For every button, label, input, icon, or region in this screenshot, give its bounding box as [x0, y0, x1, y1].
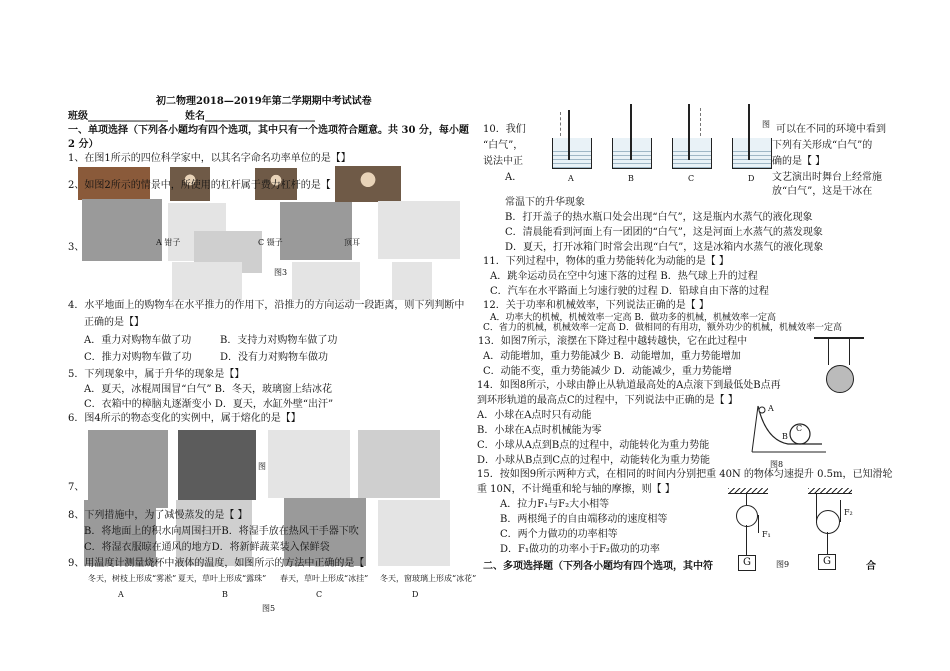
- track-point-c: C: [796, 424, 803, 433]
- fig5-letter-a: A: [118, 590, 124, 599]
- question-14-option-c: C．小球从A点到B点的过程中，动能转化为重力势能: [477, 440, 710, 451]
- question-10-right4: 文艺演出时舞台上经常施: [772, 172, 882, 183]
- question-10-part2: “白气”，: [483, 140, 524, 151]
- cart-scene-c: [392, 262, 432, 300]
- question-10-right1: 可以在不同的环境中看到: [776, 124, 886, 135]
- question-4-option-c: C．推力对购物车做了功: [84, 352, 192, 363]
- cart-scene-a: [172, 262, 242, 300]
- fig2-label-a: A 钳子: [156, 238, 181, 247]
- pulley-weight-a: G: [738, 555, 756, 571]
- question-14-option-d: D．小球从B点到C点的过程中，动能转化为重力势能: [477, 455, 711, 466]
- section2-heading-end: 合: [866, 561, 876, 572]
- phase-photo-b: [178, 430, 256, 500]
- scientist-portrait-d: [335, 166, 401, 202]
- question-15-option-d: D．F₁做功的功率小于F₂做功的功率: [500, 544, 660, 555]
- section2-heading: 二、多项选择题（下列各小题均有四个选项，其中符: [483, 561, 713, 572]
- fig5-letter-b: B: [222, 590, 228, 599]
- question-12: 12．关于功率和机械效率，下列说法正确的是【 】: [483, 300, 709, 311]
- question-10-part1: 10．我们: [483, 124, 526, 135]
- question-10-part4: A．: [505, 172, 523, 183]
- pulley-weight-b: G: [818, 554, 836, 570]
- tool-photo-a: [82, 199, 162, 261]
- track-point-a: A: [768, 404, 774, 413]
- track-figure: [748, 400, 828, 458]
- question-2: 2、如图2所示的情景中，所使用的杠杆属于费力杠杆的是【: [68, 180, 331, 191]
- beaker-c: [672, 138, 712, 169]
- paper-title: 初二物理2018—2019年第二学期期中考试试卷: [156, 96, 372, 107]
- section1-heading-cont: 2 分）: [68, 139, 99, 150]
- question-7-fragment: 7、: [68, 482, 85, 493]
- phase-photo-d: [358, 430, 440, 498]
- fig8-label: 图8: [770, 460, 784, 469]
- question-15-option-c: C．两个力做功的功率相等: [500, 529, 618, 540]
- fig5-caption-d: 冬天，窗玻璃上形成“冰花”: [380, 574, 477, 583]
- question-13-options-ab: A．动能增加，重力势能减少 B．动能增加，重力势能增加: [483, 351, 741, 362]
- beaker-b: [612, 138, 652, 169]
- rolling-wheel-figure: [814, 333, 864, 393]
- question-5-options-ab: A．夏天，冰棍周围冒“白气” B．冬天，玻璃窗上结冰花: [84, 384, 332, 395]
- question-15-option-b: B．两根绳子的自由端移动的速度相等: [500, 514, 668, 525]
- question-4-line2: 正确的是【】: [84, 317, 144, 328]
- question-10-option-c: C．清晨能看到河面上有一团团的“白气”，这是河面上水蒸气的蒸发现象: [505, 227, 823, 238]
- question-14-line1: 14．如图8所示，小球由静止从轨道最高处的A点滚下到最低处B点再: [477, 380, 781, 391]
- question-1: 1、在图1所示的四位科学家中，以其名字命名功率单位的是【】: [68, 153, 351, 164]
- question-13: 13．如图7所示，滚摆在下降过程中越转越快，它在此过程中: [478, 336, 748, 347]
- beaker-a: [552, 138, 592, 169]
- question-6: 6．图4所示的物态变化的实例中，属于熔化的是【】: [68, 413, 301, 424]
- fig5-letter-d: D: [412, 590, 419, 599]
- question-10-right5: 放“白气”，这是干冰在: [772, 186, 873, 197]
- pulley-force-f1: F₁: [762, 530, 771, 539]
- question-5-options-cd: C．衣箱中的樟脑丸逐渐变小 D．夏天，水缸外壁“出汗”: [84, 399, 334, 410]
- tool-photo-d: [280, 202, 352, 260]
- beaker-figure-label: 图: [762, 120, 770, 129]
- fig2-label-c: 顶耳: [344, 238, 360, 247]
- fig3-label: 图3: [274, 268, 288, 277]
- phase-photo-a: [88, 430, 168, 508]
- fig4-label: 图: [258, 462, 266, 471]
- tool-photo-e: [378, 201, 460, 259]
- question-4-option-d: D．没有力对购物车做功: [220, 352, 329, 363]
- question-13-options-cd: C．动能不变，重力势能减少 D．动能减少，重力势能增: [483, 366, 732, 377]
- question-3-fragment: 3、: [68, 242, 85, 253]
- question-10-right3: 确的是【 】: [772, 156, 826, 167]
- question-10-right2: 下列有关形成“白气”的: [772, 140, 873, 151]
- fig5-caption-a: 冬天，树枝上形成“雾凇”: [88, 574, 177, 583]
- question-10-part3: 说法中正: [483, 156, 523, 167]
- phase-photo-c: [268, 430, 350, 498]
- question-8: 8、下列措施中，为了减慢蒸发的是【 】: [68, 510, 248, 521]
- frost-window-photo-d: [378, 500, 450, 566]
- name-field-label: 姓名______________________: [185, 111, 315, 122]
- track-point-b: B: [782, 432, 788, 441]
- question-10-option-a-cont: 常温下的升华现象: [505, 197, 585, 208]
- question-14-line2: 到环形轨道的最高点C的过程中，下列说法中正确的是【 】: [477, 395, 738, 406]
- beaker-letter-d: D: [748, 174, 755, 183]
- beaker-letter-a: A: [568, 174, 574, 183]
- section1-heading: 一、单项选择（下列各小题均有四个选项，其中只有一个选项符合题意。共 30 分，每小题: [68, 125, 469, 136]
- question-12-options-cd: C．省力的机械，机械效率一定高 D．做相同的有用功，额外功少的机械，机械效率一定高: [483, 323, 842, 333]
- fig9-label: 图9: [776, 560, 790, 569]
- beaker-letter-c: C: [688, 174, 695, 183]
- question-5: 5．下列现象中，属于升华的现象是【】: [68, 369, 245, 380]
- beaker-letter-b: B: [628, 174, 634, 183]
- question-4-option-b: B．支持力对购物车做了功: [220, 335, 338, 346]
- question-15-option-a: A．拉力F₁与F₂大小相等: [500, 499, 610, 510]
- fig5-caption-c: 春天，草叶上形成“冰挂”: [280, 574, 369, 583]
- question-11-options-cd: C．汽车在水平路面上匀速行驶的过程 D．铅球自由下落的过程: [490, 286, 769, 297]
- question-8-option-ab: B．将地面上的积水向周围扫开B．将湿手放在热风干手器下吹: [84, 526, 359, 537]
- question-8-option-cd: C．将湿衣服晾在通风的地方D．将新鲜蔬菜装入保鲜袋: [84, 542, 330, 553]
- question-10-option-d: D．夏天，打开冰箱门时常会出现“白气”，这是冰箱内水蒸气的液化现象: [505, 242, 824, 253]
- question-14-option-a: A．小球在A点时只有动能: [477, 410, 592, 421]
- question-15-line1: 15．按如图9所示两种方式，在相同的时间内分别把重 40N 的物体匀速提升 0.5m，已知滑轮: [477, 469, 893, 480]
- beaker-d: [732, 138, 772, 169]
- pulley-force-f2: F₂: [844, 508, 853, 517]
- question-4-line1: 4．水平地面上的购物车在水平推力的作用下，沿推力的方向运动一段距离，则下列判断中: [68, 300, 465, 311]
- question-10-option-b: B．打开盖子的热水瓶口处会出现“白气”，这是瓶内水蒸气的液化现象: [505, 212, 813, 223]
- question-12-options-ab: A．功率大的机械，机械效率一定高 B．做功多的机械，机械效率一定高: [490, 313, 776, 323]
- question-9: 9、用温度计测量烧杯中液体的温度，如图所示的方法中正确的是【: [68, 558, 365, 569]
- fig5-caption-b: 夏天，草叶上形成“露珠”: [178, 574, 267, 583]
- question-4-option-a: A．重力对购物车做了功: [84, 335, 192, 346]
- question-14-option-b: B．小球在A点时机械能为零: [477, 425, 602, 436]
- fig5-letter-c: C: [316, 590, 323, 599]
- fig5-label: 图5: [262, 604, 276, 613]
- question-11-options-ab: A．跳伞运动员在空中匀速下落的过程 B．热气球上升的过程: [490, 271, 758, 282]
- question-15-line2: 重 10N，不计绳重和轮与轴的摩擦，则【 】: [477, 484, 675, 495]
- question-11: 11．下列过程中，物体的重力势能转化为动能的是【 】: [483, 256, 729, 267]
- class-field-label: 班级________________: [68, 111, 168, 122]
- fig2-label-b: C 镊子: [258, 238, 283, 247]
- cart-scene-b: [292, 262, 360, 300]
